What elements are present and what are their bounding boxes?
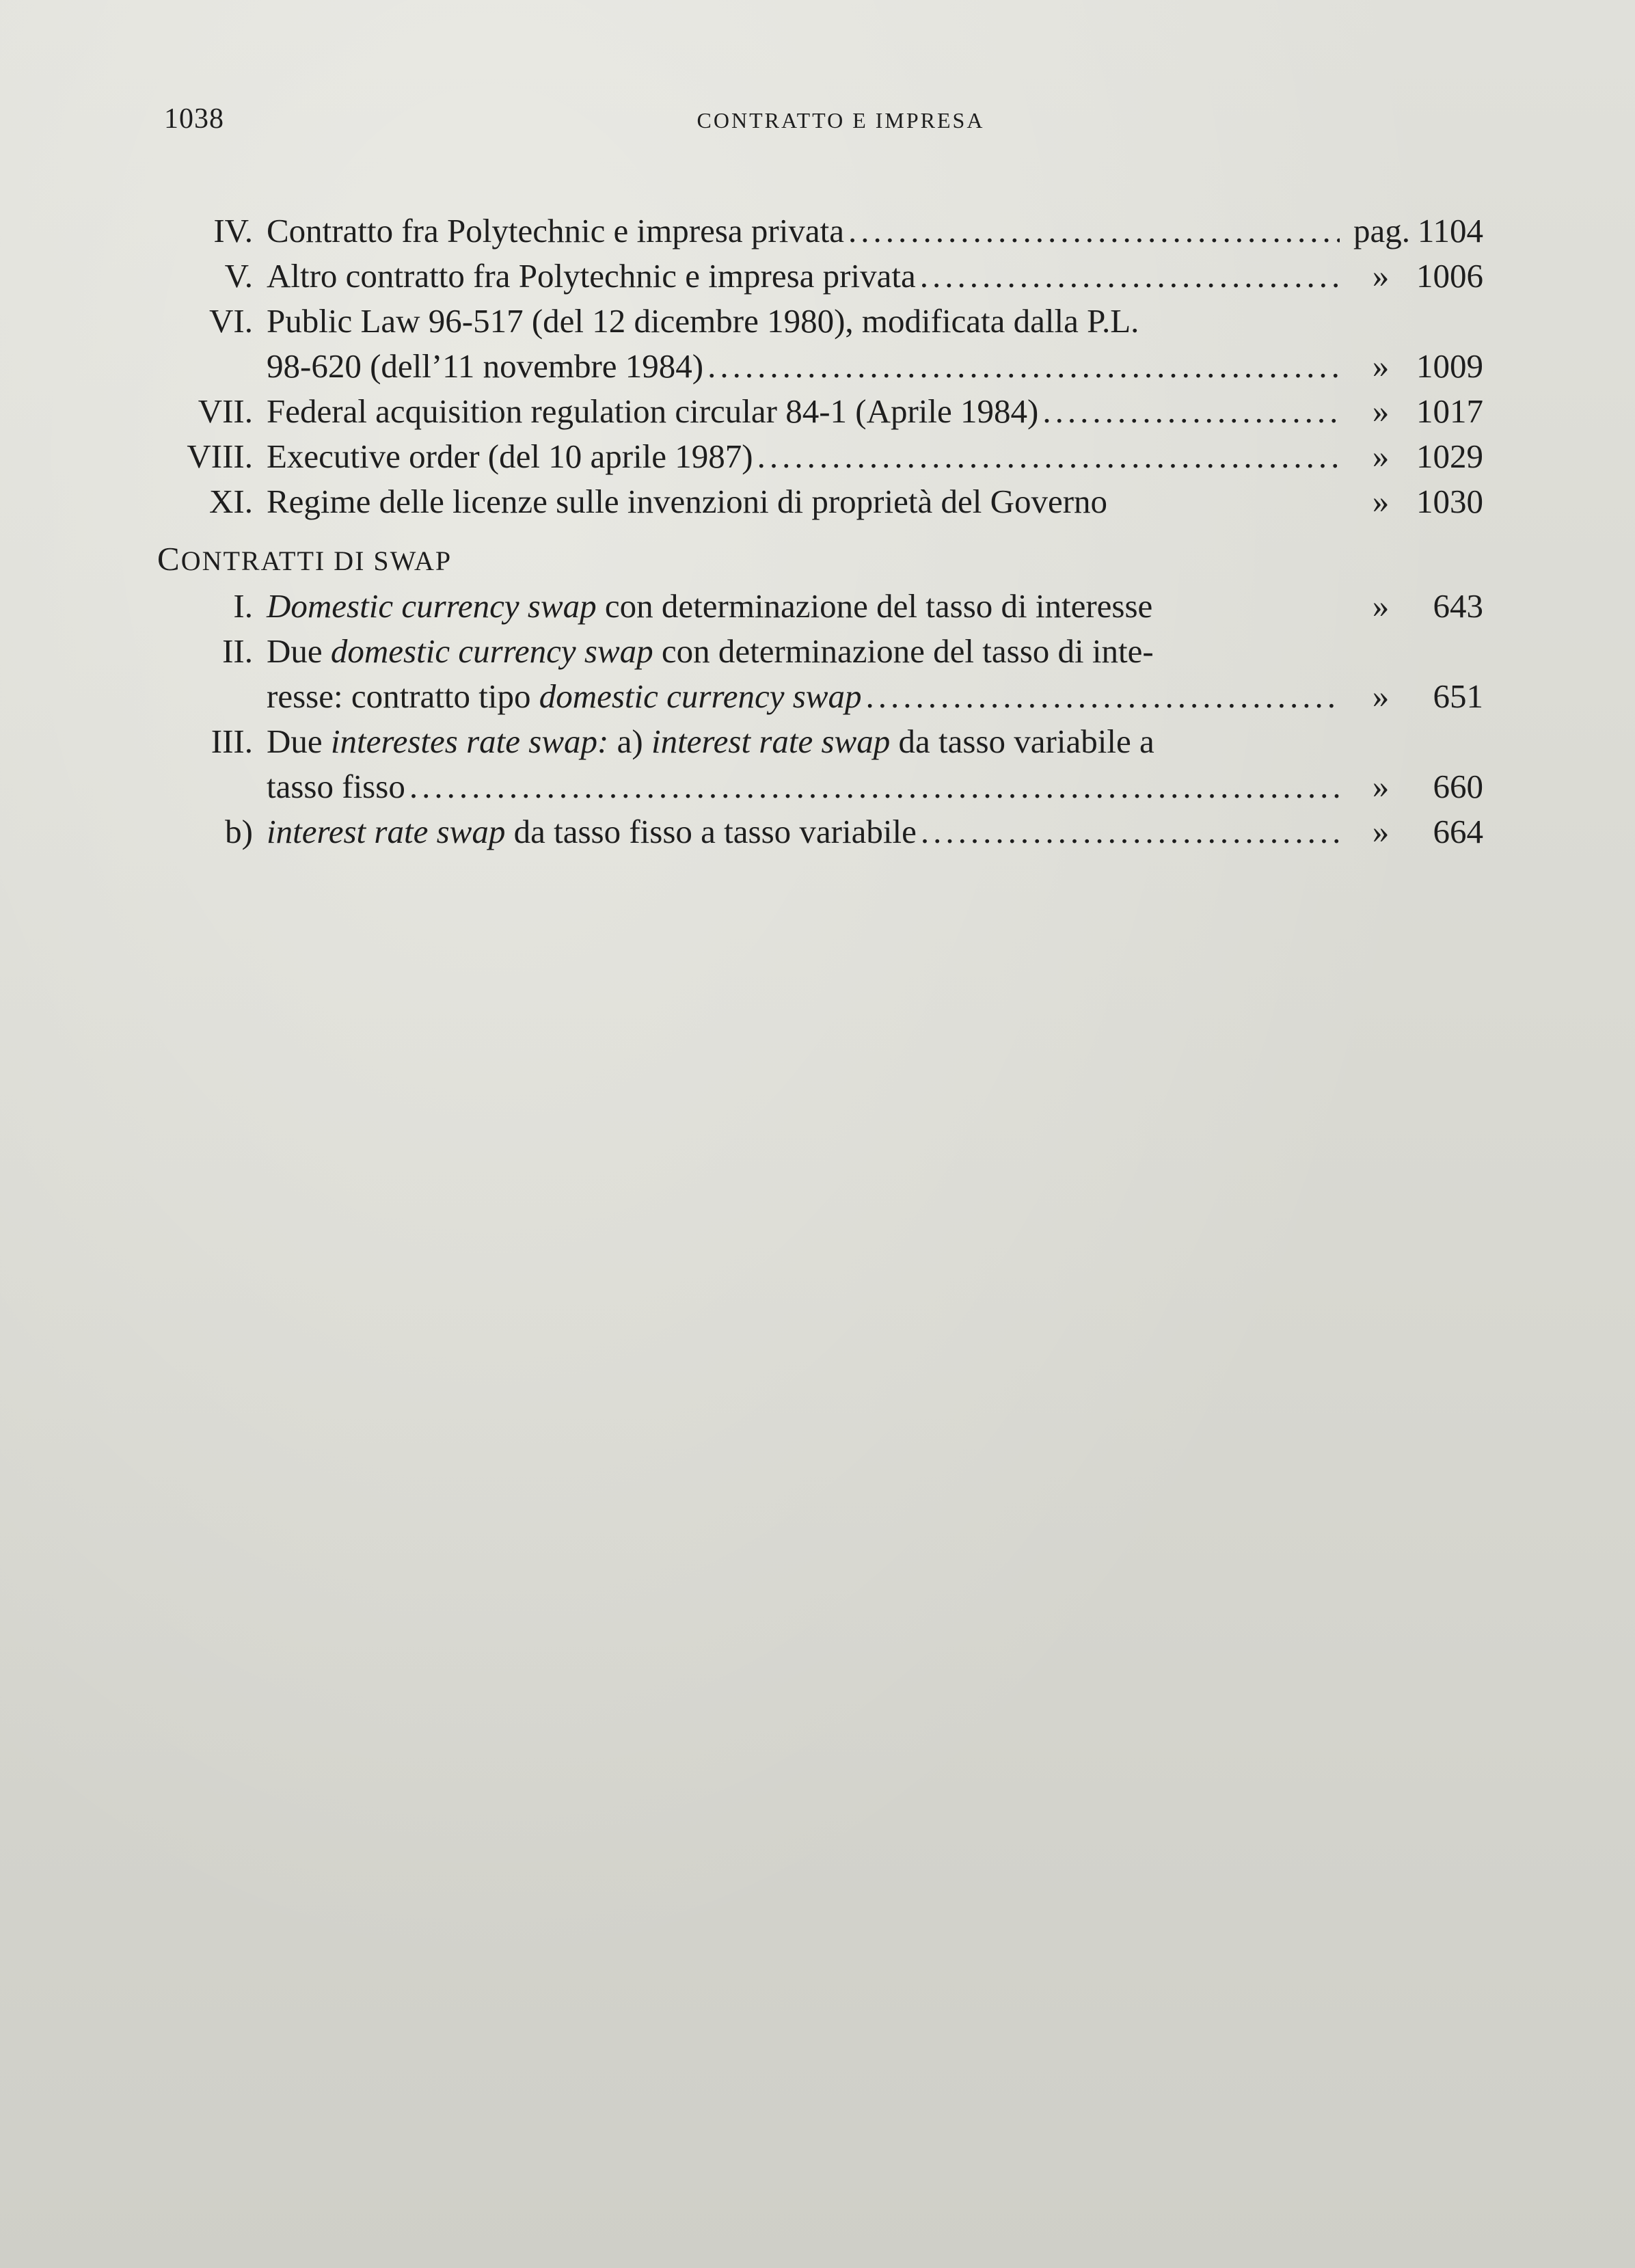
entry-title-italic: interest rate swap — [651, 723, 891, 760]
leader-dots — [1038, 389, 1340, 434]
leader-dots — [917, 809, 1340, 854]
entry-title — [267, 584, 1152, 629]
leader-dots — [844, 208, 1340, 254]
page-prefix: » — [1372, 813, 1390, 850]
section-heading-text: ONTRATTI DI SWAP — [180, 545, 452, 576]
toc-entry-swap-iii-b — [157, 809, 1483, 854]
entry-number: III. — [211, 723, 253, 760]
page-header — [157, 103, 1483, 144]
page-prefix: » — [1372, 768, 1390, 805]
entry-number: V. — [224, 257, 253, 295]
entry-title: Due interestes rate swap: a) interest rate swap da tasso variabile a — [267, 723, 1154, 760]
toc-entry-vii — [157, 389, 1483, 434]
page-ref: 651 — [1433, 677, 1483, 715]
toc-entry-vi-continued — [157, 344, 1483, 389]
toc-entry-xi — [157, 479, 1483, 524]
section-heading — [157, 537, 1483, 584]
entry-number: VIII. — [187, 437, 253, 475]
page-ref: 643 — [1433, 587, 1483, 625]
leader-dots — [703, 344, 1340, 389]
page-number: 1038 — [164, 103, 224, 135]
page-prefix: pag. — [1353, 212, 1410, 249]
page-ref: 1030 — [1416, 483, 1483, 520]
page-prefix: » — [1372, 587, 1390, 625]
entry-number: II. — [222, 632, 253, 670]
entry-title: Executive order (del 10 aprile 1987) — [267, 437, 753, 475]
page-ref: 1104 — [1417, 212, 1483, 249]
leader-dots — [405, 764, 1340, 809]
entry-number: XI. — [209, 483, 253, 520]
leader-dots — [916, 254, 1340, 299]
toc-entry-swap-ii — [157, 629, 1483, 674]
toc-entry-v — [157, 254, 1483, 299]
toc-entry-swap-ii-continued — [157, 674, 1483, 719]
section-heading-initial: C — [157, 540, 181, 578]
page-ref: 664 — [1433, 813, 1483, 850]
toc-entry-vi — [157, 299, 1483, 344]
entry-title: Regime delle licenze sulle invenzioni di proprietà del Governo — [267, 483, 1108, 520]
page-prefix: » — [1372, 257, 1390, 295]
entry-title-italic: interestes rate swap: — [330, 723, 609, 760]
table-of-contents — [157, 208, 1483, 854]
page-prefix: » — [1372, 677, 1390, 715]
toc-entry-iv — [157, 208, 1483, 254]
entry-title-italic: Domestic currency swap — [267, 587, 597, 625]
entry-title-continued: tasso fisso — [267, 768, 405, 805]
entry-number: I. — [233, 587, 253, 625]
page-ref: 1006 — [1416, 257, 1483, 295]
entry-title-italic: domestic currency swap — [539, 677, 862, 715]
entry-number: VI. — [209, 302, 253, 340]
entry-title-italic: interest rate swap — [267, 813, 506, 850]
toc-entry-swap-iii — [157, 719, 1483, 764]
leader-dots — [753, 434, 1340, 479]
entry-title: Public Law 96-517 (del 12 dicembre 1980), modificata dalla P.L. — [267, 302, 1139, 340]
page-ref: 660 — [1433, 768, 1483, 805]
page-prefix: » — [1372, 483, 1390, 520]
entry-number: b) — [225, 813, 253, 850]
entry-number: IV. — [213, 212, 253, 249]
toc-entry-viii — [157, 434, 1483, 479]
page-ref: 1009 — [1416, 347, 1483, 385]
page-prefix: » — [1372, 437, 1390, 475]
entry-title-italic: domestic currency swap — [330, 632, 653, 670]
entry-title: Federal acquisition regulation circular 84-1 (Aprile 1984) — [267, 392, 1039, 430]
toc-entry-swap-i — [157, 584, 1483, 629]
entry-title: interest rate swap da tasso fisso a tasso variabile — [267, 813, 917, 850]
page-prefix: » — [1372, 347, 1390, 385]
entry-title-continued: resse: contratto tipo domestic currency swap — [267, 677, 862, 715]
entry-title-continued: 98-620 (dell’11 novembre 1984) — [267, 347, 704, 385]
page-ref: 1017 — [1416, 392, 1483, 430]
entry-title: Due domestic currency swap con determinazione del tasso di inte- — [267, 632, 1154, 670]
entry-number: VII. — [198, 392, 253, 430]
entry-title-roman: con determinazione del tasso di interesse — [604, 587, 1153, 625]
page-prefix: » — [1372, 392, 1390, 430]
running-title: CONTRATTO E IMPRESA — [697, 108, 985, 133]
toc-entry-swap-iii-continued — [157, 764, 1483, 809]
entry-title: Altro contratto fra Polytechnic e impresa privata — [267, 257, 916, 295]
leader-dots — [861, 674, 1340, 719]
page-ref: 1029 — [1416, 437, 1483, 475]
entry-title: Contratto fra Polytechnic e impresa privata — [267, 212, 844, 249]
